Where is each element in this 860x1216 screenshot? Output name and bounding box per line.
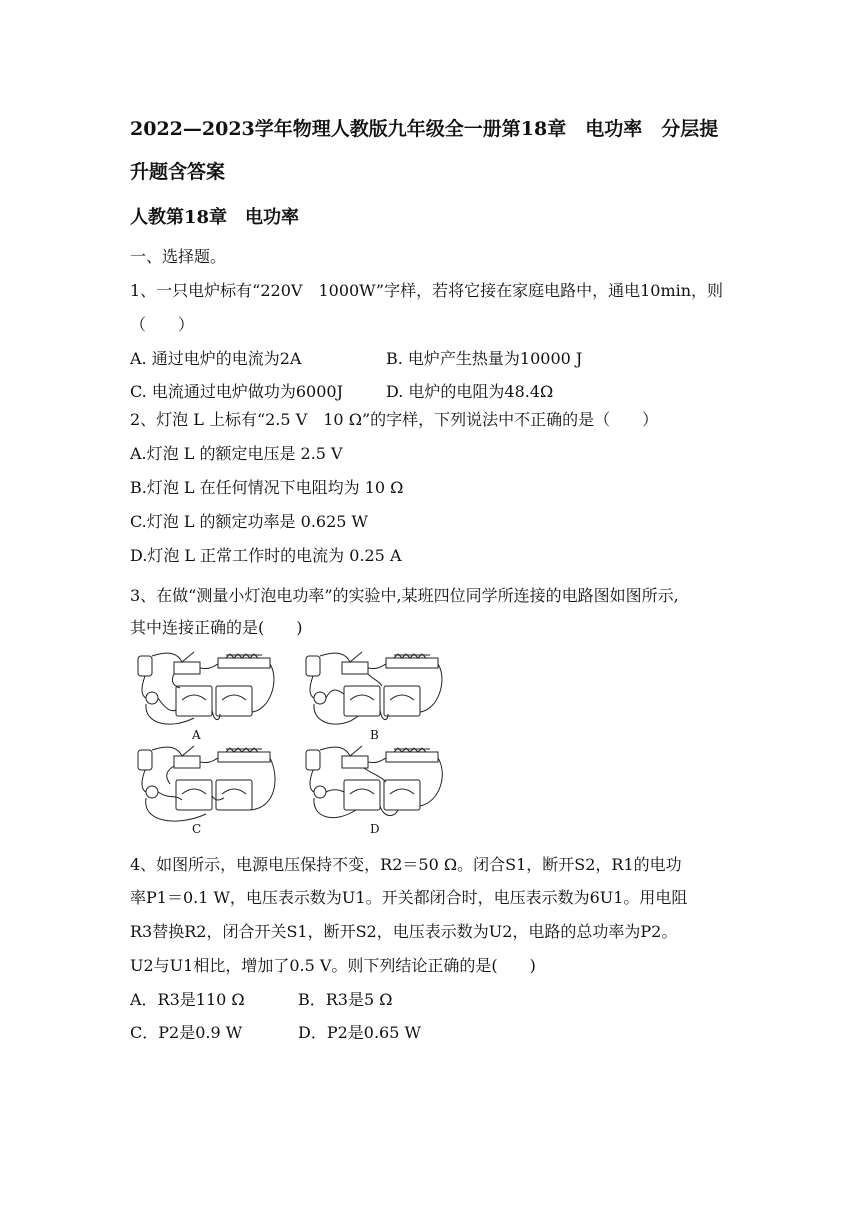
- circuit-diagram-d: [298, 744, 448, 826]
- circuit-diagram-c: [130, 744, 280, 826]
- q1-option-d: D. 电炉的电阻为48.4Ω: [386, 382, 554, 401]
- q2-stem-line1: 2、灯泡 L 上标有“2.5 V 10 Ω”的字样，下列说法中不正确的是（ ）: [130, 410, 659, 429]
- circuit-drawing-icon: [130, 744, 280, 826]
- q3-stem-line2: 其中连接正确的是( ): [130, 618, 303, 637]
- chapter-heading: 人教第18章 电功率: [130, 207, 300, 228]
- circuit-drawing-icon: [130, 650, 280, 732]
- q1-stem-line1: 1、一只电炉标有“220V 1000W”字样，若将它接在家庭电路中，通电10min，则: [130, 281, 724, 300]
- circuit-label-a: A: [192, 728, 201, 742]
- circuit-drawing-icon: [298, 744, 448, 826]
- q2-option-d: D.灯泡 L 正常工作时的电流为 0.25 A: [130, 546, 402, 565]
- q2-option-a: A.灯泡 L 的额定电压是 2.5 V: [130, 444, 343, 463]
- circuit-figure: [130, 650, 450, 840]
- q4-stem-line4: U2与U1相比，增加了0.5 V。则下列结论正确的是( ): [130, 956, 536, 975]
- q1-option-a: A. 通过电炉的电流为2A: [130, 349, 302, 368]
- q1-option-c: C. 电流通过电炉做功为6000J: [130, 382, 343, 401]
- q4-stem-line2: 率P1＝0.1 W，电压表示数为U1。开关都闭合时，电压表示数为6U1。用电阻: [130, 888, 688, 907]
- circuit-diagram-a: [130, 650, 280, 732]
- circuit-drawing-icon: [298, 650, 448, 732]
- document-title-line1: 2022—2023学年物理人教版九年级全一册第18章 电功率 分层提: [130, 118, 719, 140]
- q3-stem-line1: 3、在做“测量小灯泡电功率”的实验中,某班四位同学所连接的电路图如图所示,: [130, 586, 679, 605]
- q4-stem-line1: 4、如图所示，电源电压保持不变，R2＝50 Ω。闭合S1，断开S2，R1的电功: [130, 855, 682, 874]
- q1-stem-line2: （ ）: [130, 315, 195, 334]
- circuit-label-d: D: [370, 822, 380, 836]
- section-heading: 一、选择题。: [130, 247, 227, 266]
- q4-option-b: B．R3是5 Ω: [298, 990, 393, 1009]
- q1-option-b: B. 电炉产生热量为10000 J: [386, 349, 583, 368]
- circuit-label-b: B: [370, 728, 379, 742]
- q4-option-d: D．P2是0.65 W: [298, 1023, 421, 1042]
- circuit-diagram-b: [298, 650, 448, 732]
- q4-option-c: C．P2是0.9 W: [130, 1023, 243, 1042]
- q2-option-b: B.灯泡 L 在任何情况下电阻均为 10 Ω: [130, 478, 404, 497]
- q4-option-a: A．R3是110 Ω: [130, 990, 245, 1009]
- q4-stem-line3: R3替换R2，闭合开关S1，断开S2，电压表示数为U2，电路的总功率为P2。: [130, 922, 678, 941]
- q2-option-c: C.灯泡 L 的额定功率是 0.625 W: [130, 512, 368, 531]
- circuit-label-c: C: [192, 822, 202, 836]
- document-title-line2: 升题含答案: [130, 161, 226, 183]
